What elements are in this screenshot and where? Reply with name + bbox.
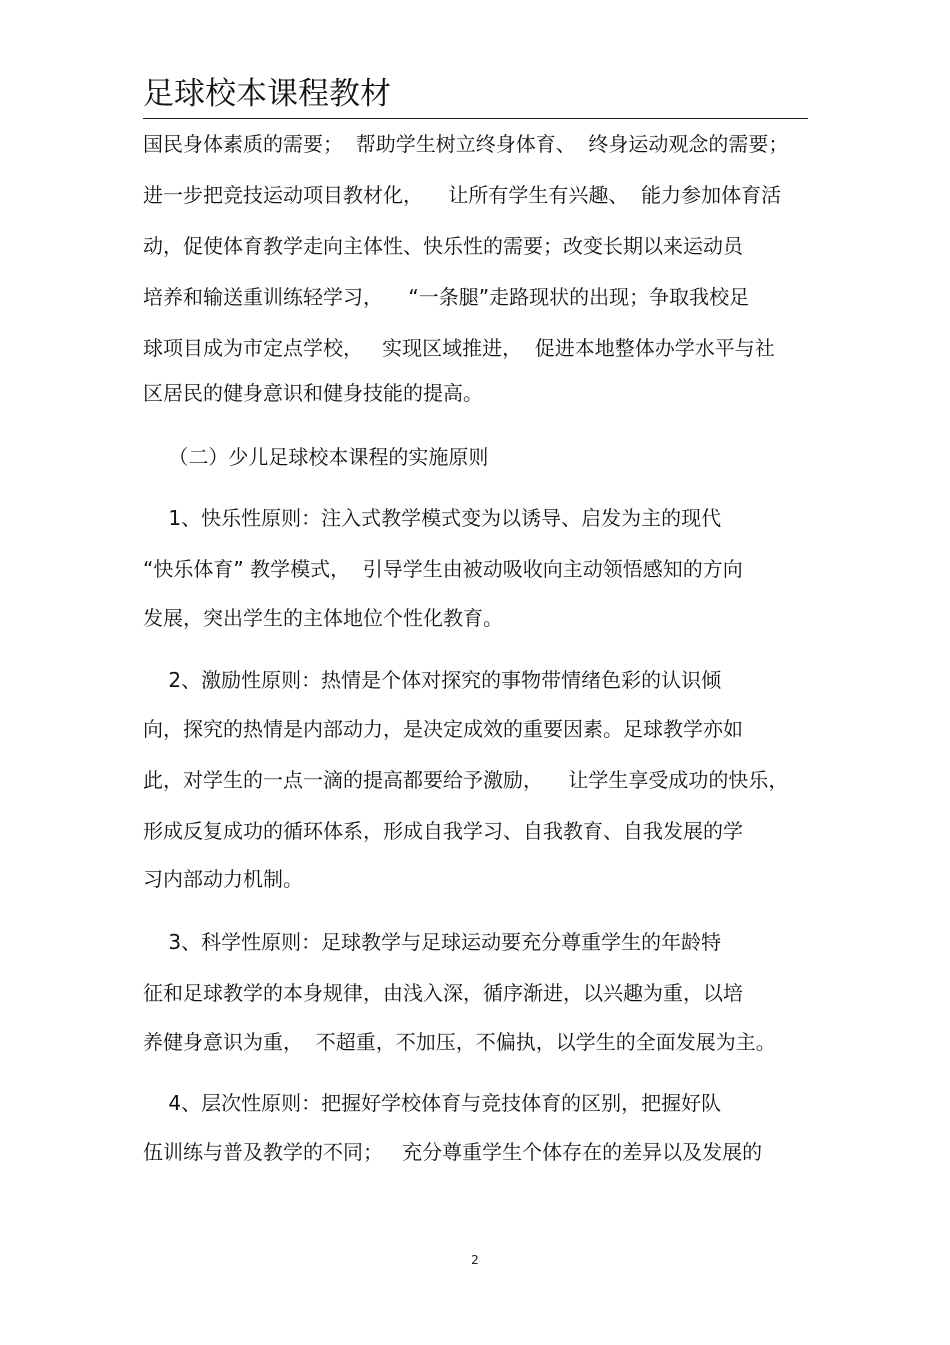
text-line: 发展，突出学生的主体地位个性化教育。 bbox=[143, 606, 503, 630]
section-heading: （二）少儿足球校本课程的实施原则 bbox=[143, 445, 489, 469]
text-line: 习内部动力机制。 bbox=[143, 867, 303, 891]
text-line: 培养和输送重训练轻学习， “一条腿”走路现状的出现；争取我校足 bbox=[143, 285, 750, 309]
page-number: 2 bbox=[471, 1253, 479, 1267]
page-title: 足球校本课程教材 bbox=[143, 76, 391, 112]
text-line: 伍训练与普及教学的不同； 充分尊重学生个体存在的差异以及发展的 bbox=[143, 1140, 763, 1164]
text-line: 进一步把竞技运动项目教材化， 让所有学生有兴趣、 能力参加体育活 bbox=[143, 183, 782, 207]
text-line: 征和足球教学的本身规律，由浅入深，循序渐进，以兴趣为重，以培 bbox=[143, 981, 743, 1005]
text-line: 1、快乐性原则：注入式教学模式变为以诱导、启发为主的现代 bbox=[143, 506, 722, 530]
text-line: 动，促使体育教学走向主体性、快乐性的需要；改变长期以来运动员 bbox=[143, 234, 743, 258]
text-line: 球项目成为市定点学校， 实现区域推进， 促进本地整体办学水平与社 bbox=[143, 336, 775, 360]
page-header bbox=[143, 74, 808, 119]
text-line: 形成反复成功的循环体系，形成自我学习、自我教育、自我发展的学 bbox=[143, 819, 743, 843]
text-line: 4、层次性原则：把握好学校体育与竞技体育的区别，把握好队 bbox=[143, 1091, 722, 1115]
text-line: 区居民的健身意识和健身技能的提高。 bbox=[143, 381, 483, 405]
text-line: 国民身体素质的需要； 帮助学生树立终身体育、 终身运动观念的需要； bbox=[143, 132, 789, 156]
text-line: 3、科学性原则：足球教学与足球运动要充分尊重学生的年龄特 bbox=[143, 930, 722, 954]
text-line: 向，探究的热情是内部动力，是决定成效的重要因素。足球教学亦如 bbox=[143, 717, 743, 741]
text-line: “快乐体育” 教学模式， 引导学生由被动吸收向主动领悟感知的方向 bbox=[143, 557, 743, 581]
text-line: 此，对学生的一点一滴的提高都要给予激励， 让学生享受成功的快乐， bbox=[143, 768, 789, 792]
text-line: 养健身意识为重， 不超重，不加压，不偏执，以学生的全面发展为主。 bbox=[143, 1030, 776, 1054]
text-line: 2、激励性原则：热情是个体对探究的事物带情绪色彩的认识倾 bbox=[143, 668, 722, 692]
